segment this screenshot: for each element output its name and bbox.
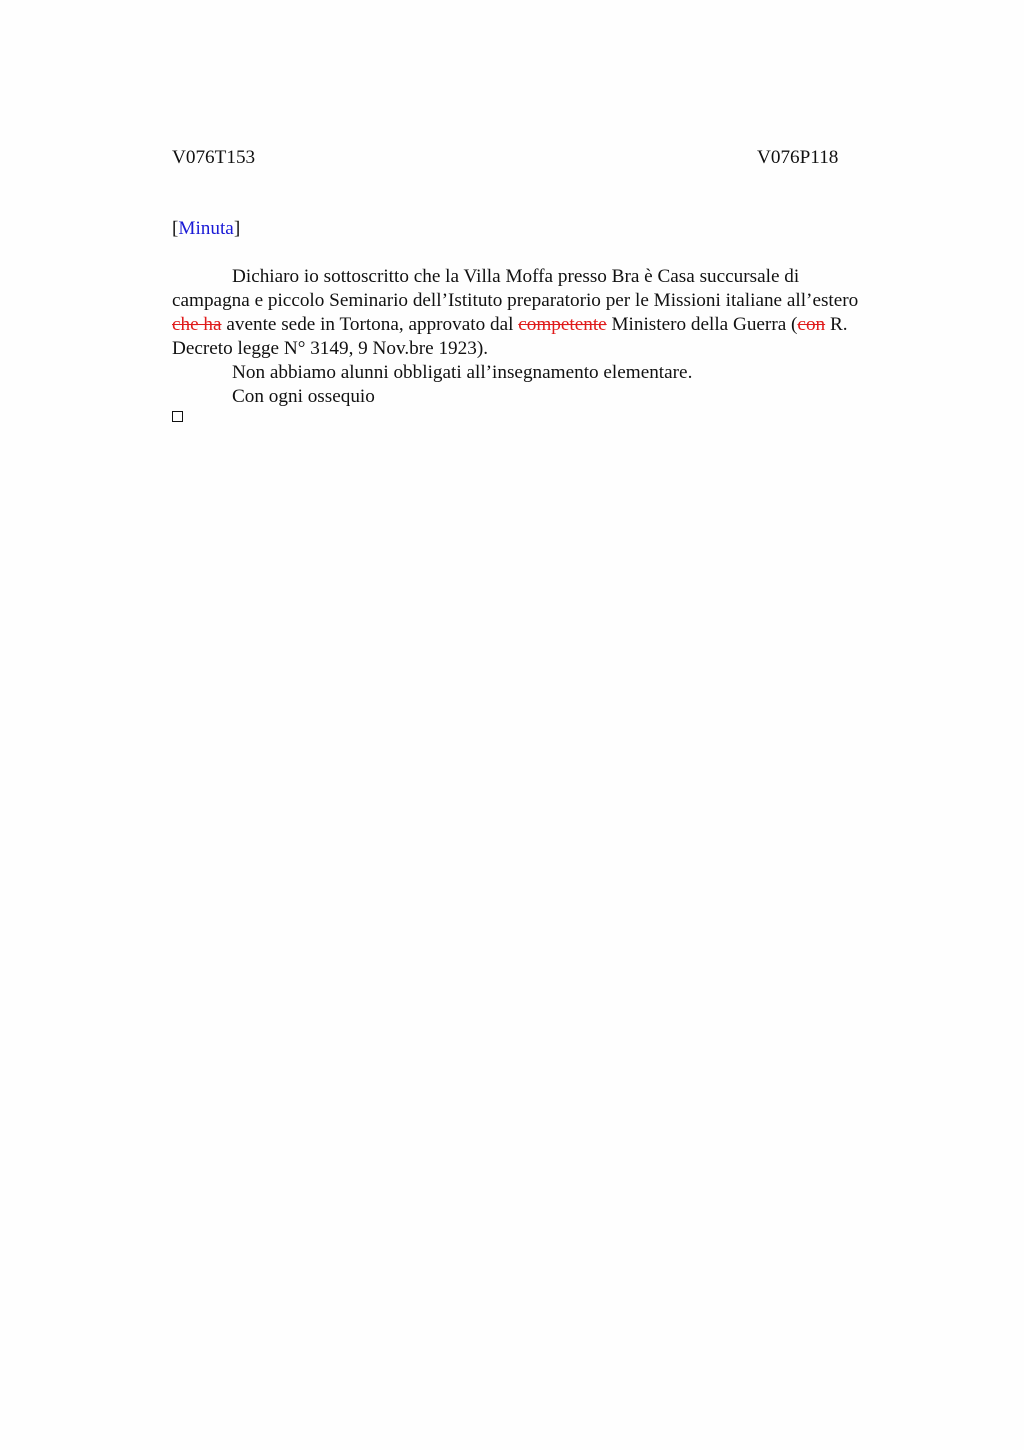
deleted-text-competente: competente (518, 314, 607, 335)
body-line-6: Con ogni ossequio (232, 386, 375, 407)
body-line-4: Decreto legge N° 3149, 9 Nov.bre 1923). (172, 338, 489, 359)
body-line-3-part-c: R. (825, 314, 848, 335)
body-line-1: Dichiaro io sottoscritto che la Villa Moffa presso Bra è Casa succursale di (232, 266, 800, 287)
body-line-3-part-a: avente sede in Tortona, approvato dal (221, 314, 519, 335)
document-code-left: V076T153 (172, 147, 256, 168)
minuta-label: Minuta (178, 218, 234, 239)
deleted-text-che-ha: che ha (172, 314, 222, 335)
body-line-3-part-b: Ministero della Guerra ( (606, 314, 798, 335)
minuta-open-bracket: [ (172, 218, 179, 239)
minuta-close-bracket: ] (233, 218, 241, 239)
deleted-text-con: con (797, 314, 826, 335)
body-line-5: Non abbiamo alunni obbligati all’insegnamento elementare. (232, 362, 693, 383)
body-line-2: campagna e piccolo Seminario dell’Istituto preparatorio per le Missioni italiane all’estero (172, 290, 859, 311)
minuta-heading (172, 217, 240, 241)
checkbox-icon (172, 411, 183, 422)
body-line-3 (172, 313, 912, 337)
document-code-right: V076P118 (757, 147, 839, 168)
letter-body (172, 265, 912, 409)
